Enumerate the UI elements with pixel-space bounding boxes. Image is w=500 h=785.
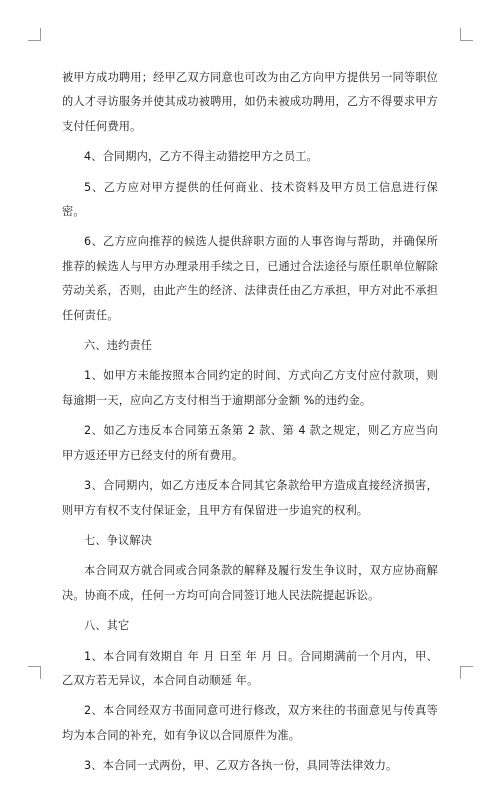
dispute-clause: 本合同双方就合同或合同条款的解释及履行发生争议时，双方应协商解决。协商不成，任何一方均可向合同签订地人民法院提起诉讼。 — [62, 564, 438, 602]
paragraph-continuation: 被甲方成功聘用；经甲乙双方同意也可改为由乙方向甲方提供另一同等职位的人才寻访服务并使其成功被聘用，如仍未被成功聘用，乙方不得要求甲方支付任何费用。 — [62, 71, 438, 133]
section-heading-other: 八、其它 — [84, 619, 130, 633]
clause-4: 4、合同期内，乙方不得主动猎挖甲方之员工。 — [84, 150, 319, 164]
breach-clause-3: 3、合同期内，如乙方违反本合同其它条款给甲方造成直接经济损害，则甲方有权不支付保证金，且甲方有保留进一步追究的权利。 — [62, 479, 438, 517]
breach-clause-2: 2、如乙方违反本合同第五条第 2 款、第 4 款之规定，则乙方应当向甲方返还甲方已经支付的所有费用。 — [62, 424, 438, 462]
crop-mark-top-right — [460, 28, 473, 41]
other-clause-1: 1、本合同有效期自 年 月 日至 年 月 日。合同期满前一个月内，甲、乙双方若无异议，本合同自动顺延 年。 — [62, 649, 438, 687]
crop-mark-bottom-right — [460, 666, 473, 679]
breach-clause-1: 1、如甲方未能按照本合同约定的时间、方式向乙方支付应付款项，则每逾期一天，应向乙方支付相当于逾期部分金额 %的违约金。 — [62, 369, 438, 407]
section-heading-dispute: 七、争议解决 — [84, 533, 153, 547]
clause-5: 5、乙方应对甲方提供的任何商业、技术资料及甲方员工信息进行保密。 — [62, 180, 438, 219]
clause-6: 6、乙方应向推荐的候选人提供辞职方面的人事咨询与帮助，并确保所推荐的候选人与甲方办理录用手续之日，已通过合法途径与原任职单位解除劳动关系，否则，由此产生的经济、法律责任由乙方承担，甲方对此不承担任何责任。 — [62, 235, 438, 322]
crop-mark-bottom-left — [28, 666, 41, 679]
other-clause-2: 2、本合同经双方书面同意可进行修改，双方来往的书面意见与传真等均为本合同的补充，如有争议以合同原件为准。 — [62, 704, 438, 742]
crop-mark-top-left — [28, 28, 41, 41]
section-heading-breach: 六、违约责任 — [84, 339, 153, 353]
other-clause-3: 3、本合同一式两份，甲、乙双方各执一份，具同等法律效力。 — [84, 759, 398, 773]
document-body — [62, 66, 438, 785]
